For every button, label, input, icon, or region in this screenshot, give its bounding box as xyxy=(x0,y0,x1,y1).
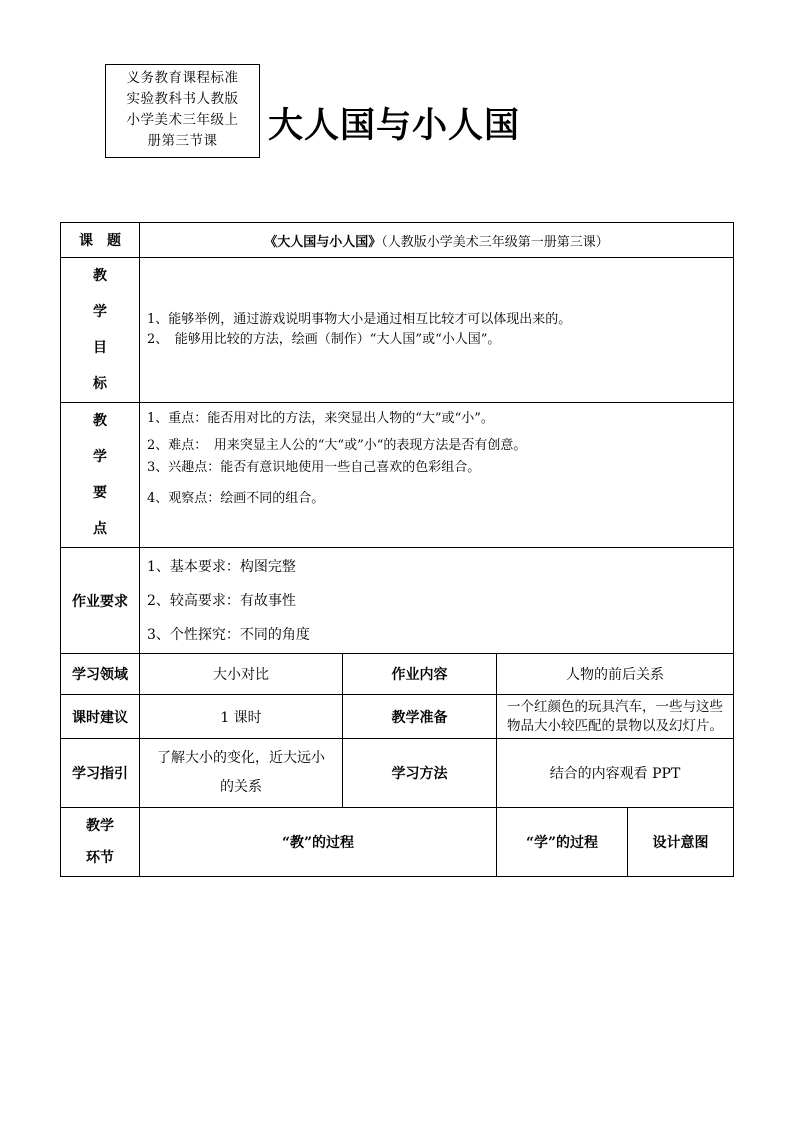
goals-row xyxy=(61,258,734,403)
topic-book-title: 《大人国与小人国》 xyxy=(264,234,382,250)
homework-item: 3、个性探究：不同的角度 xyxy=(147,626,310,643)
goals-content xyxy=(140,258,734,403)
textbook-info-line: 实验教科书人教版 xyxy=(126,91,239,107)
goals-label-char: 学 xyxy=(93,304,107,320)
process-label xyxy=(61,808,140,877)
teach-process-header: “教”的过程 xyxy=(140,808,497,877)
goal-item: 1、能够举例，通过游戏说明事物大小是通过相互比较才可以体现出来的。 xyxy=(147,312,572,327)
goals-label-char: 教 xyxy=(93,268,107,284)
guide-line: 了解大小的变化，近大远小 xyxy=(157,750,325,766)
goals-label-char: 目 xyxy=(93,340,107,356)
key-point-item: 2、难点： 用来突显主人公的“大“或”小“的表现方法是否有创意。 xyxy=(147,438,527,453)
method-value: 结合的内容观看 PPT xyxy=(497,739,734,808)
topic-book-edition: （人教版小学美术三年级第一册第三课） xyxy=(381,234,609,250)
textbook-info-line: 小学美术三年级上 xyxy=(126,112,239,128)
homework-label: 作业要求 xyxy=(61,548,140,654)
textbook-info-line: 义务教育课程标准 xyxy=(126,70,239,86)
homework-item: 2、较高要求：有故事性 xyxy=(147,592,296,609)
topic-label: 课 题 xyxy=(61,223,140,258)
key-points-label-char: 点 xyxy=(93,521,107,537)
key-point-item: 1、重点：能否用对比的方法，来突显出人物的“大”或“小”。 xyxy=(147,411,494,426)
process-header-row xyxy=(61,808,734,877)
homework-item: 1、基本要求：构图完整 xyxy=(147,558,296,575)
key-points-label-char: 学 xyxy=(93,449,107,465)
key-points-row xyxy=(61,403,734,548)
homework-content-value: 人物的前后关系 xyxy=(497,654,734,695)
key-points-content xyxy=(140,403,734,548)
lesson-plan-table xyxy=(60,222,734,877)
textbook-info-box xyxy=(105,64,260,158)
homework-row xyxy=(61,548,734,654)
guide-row xyxy=(61,739,734,808)
preparation-line: 一个红颜色的玩具汽车，一些与这些 xyxy=(507,698,724,715)
hours-value: 1 课时 xyxy=(140,695,343,739)
guide-value xyxy=(140,739,343,808)
field-row xyxy=(61,654,734,695)
key-point-item: 4、观察点：绘画不同的组合。 xyxy=(147,491,325,506)
preparation-line: 物品大小较匹配的景物以及幻灯片。 xyxy=(507,717,724,734)
preparation-label: 教学准备 xyxy=(343,695,497,739)
goal-item: 2、 能够用比较的方法，绘画（制作）“大人国”或“小人国”。 xyxy=(147,332,501,347)
learn-process-header: “学”的过程 xyxy=(497,808,628,877)
homework-content xyxy=(140,548,734,654)
homework-content-label: 作业内容 xyxy=(343,654,497,695)
process-label-line: 环节 xyxy=(86,850,114,866)
design-intent-header: 设计意图 xyxy=(628,808,734,877)
process-label-line: 教学 xyxy=(86,818,114,834)
topic-value xyxy=(140,223,734,258)
field-label: 学习领域 xyxy=(61,654,140,695)
method-label: 学习方法 xyxy=(343,739,497,808)
guide-label: 学习指引 xyxy=(61,739,140,808)
key-point-item: 3、兴趣点：能否有意识地使用一些自己喜欢的色彩组合。 xyxy=(147,460,481,475)
field-value: 大小对比 xyxy=(140,654,343,695)
topic-row xyxy=(61,223,734,258)
key-points-label-char: 要 xyxy=(93,485,107,501)
hours-row xyxy=(61,695,734,739)
goals-label xyxy=(61,258,140,403)
hours-label: 课时建议 xyxy=(61,695,140,739)
goals-label-char: 标 xyxy=(93,376,107,392)
lesson-title: 大人国与小人国 xyxy=(268,106,521,146)
key-points-label-char: 教 xyxy=(93,413,107,429)
key-points-label xyxy=(61,403,140,548)
preparation-value xyxy=(497,695,734,739)
guide-line: 的关系 xyxy=(220,779,262,795)
textbook-info-line: 册第三节课 xyxy=(147,133,218,149)
